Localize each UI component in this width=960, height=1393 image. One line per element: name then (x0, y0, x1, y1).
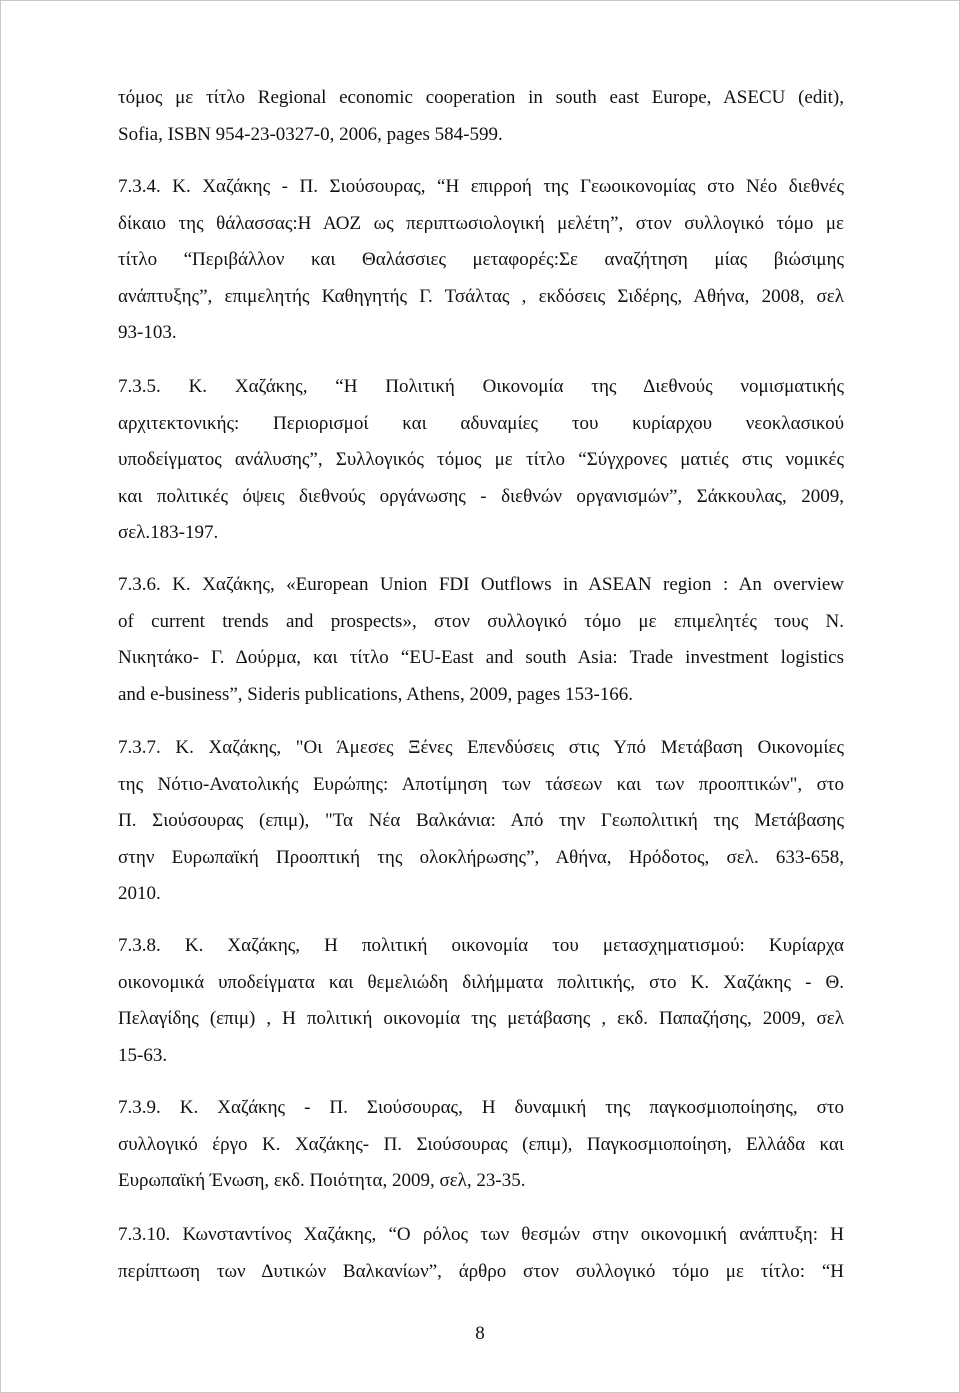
page-number: 8 (475, 1323, 485, 1344)
text-line: 7.3.5. Κ. Χαζάκης, “Η Πολιτική Οικονομία της Διεθνούς νομισματικής (118, 376, 844, 397)
text-line: Πελαγίδης (επιμ) , Η πολιτική οικονομία της μετάβασης , εκδ. Παπαζήσης, 2009, σελ (118, 1008, 844, 1029)
text-line: 93-103. (118, 322, 177, 343)
text-line: οικονομικά υποδείγματα και θεμελιώδη διλήμματα πολιτικής, στο Κ. Χαζάκης - Θ. (118, 971, 844, 993)
text-line: της Νότιο-Ανατολικής Ευρώπης: Αποτίμηση των τάσεων και των προοπτικών", στο (118, 773, 844, 795)
reference-entry-7-3-9 (118, 1090, 844, 1200)
text-line: δίκαιο της θάλασσας:Η ΑΟΖ ως περιπτωσιολογική μελέτη”, στον συλλογικό τόμο με (118, 212, 844, 234)
text-line: Sofia, ISBN 954-23-0327-0, 2006, pages 584-599. (118, 123, 503, 145)
text-line: 7.3.9. Κ. Χαζάκης - Π. Σιούσουρας, Η δυναμική της παγκοσμιοποίησης, στο (118, 1097, 844, 1118)
text-line: τόμος με τίτλο Regional economic cooperation in south east Europe, ASECU (edit), (118, 87, 844, 108)
text-line: Π. Σιούσουρας (επιμ), "Τα Νέα Βαλκάνια: Από την Γεωπολιτική της Μετάβασης (118, 810, 844, 831)
text-line: of current trends and prospects», στον συλλογικό τόμο με επιμελητές τους Ν. (118, 610, 844, 632)
text-line: τίτλο “Περιβάλλον και Θαλάσσιες μεταφορές:Σε αναζήτηση μίας βιώσιμης (118, 249, 844, 270)
text-line: περίπτωση των Δυτικών Βαλκανίων”, άρθρο στον συλλογικό τόμο με τίτλο: “Η (118, 1260, 844, 1282)
text-line: 7.3.4. Κ. Χαζάκης - Π. Σιούσουρας, “Η επιρροή της Γεωοικονομίας στο Νέο διεθνές (118, 176, 844, 197)
text-line: 2010. (118, 883, 161, 904)
text-line: 7.3.7. Κ. Χαζάκης, "Οι Άμεσες Ξένες Επενδύσεις στις Υπό Μετάβαση Οικονομίες (118, 737, 844, 758)
text-line: συλλογικό έργο Κ. Χαζάκης- Π. Σιούσουρας (επιμ), Παγκοσμιοποίηση, Ελλάδα και (118, 1133, 844, 1155)
text-line: ανάπτυξης”, επιμελητής Καθηγητής Γ. Τσάλτας , εκδόσεις Σιδέρης, Αθήνα, 2008, σελ (118, 285, 844, 307)
reference-entry-7-3-10 (118, 1217, 844, 1290)
reference-entry-7-3-6 (118, 567, 844, 713)
text-line: Νικητάκο- Γ. Δούρμα, και τίτλο “EU-East and south Asia: Trade investment logistics (118, 647, 844, 668)
reference-entry-continuation (118, 80, 844, 153)
reference-entry-7-3-5 (118, 369, 844, 552)
text-line: 7.3.8. Κ. Χαζάκης, Η πολιτική οικονομία του μετασχηματισμού: Κυρίαρχα (118, 935, 844, 956)
text-line: σελ.183-197. (118, 522, 219, 543)
reference-entry-7-3-4 (118, 169, 844, 352)
reference-entry-7-3-8 (118, 928, 844, 1074)
text-line: αρχιτεκτονικής: Περιορισμοί και αδυναμίες του κυρίαρχου νεοκλασικού (118, 412, 844, 434)
text-line: 7.3.6. Κ. Χαζάκης, «European Union FDI Outflows in ASEAN region : An overview (118, 574, 844, 595)
text-line: υποδείγματος ανάλυσης”, Συλλογικός τόμος με τίτλο “Σύγχρονες ματιές στις νομικές (118, 449, 844, 470)
text-line: Ευρωπαϊκή Ένωση, εκδ. Ποιότητα, 2009, σελ, 23-35. (118, 1170, 526, 1191)
text-line: and e-business”, Sideris publications, Athens, 2009, pages 153-166. (118, 683, 634, 705)
text-line: στην Ευρωπαϊκή Προοπτική της ολοκλήρωσης”, Αθήνα, Ηρόδοτος, σελ. 633-658, (118, 846, 844, 868)
text-line: 15-63. (118, 1044, 168, 1066)
reference-entry-7-3-7 (118, 730, 844, 913)
text-line: 7.3.10. Κωνσταντίνος Χαζάκης, “Ο ρόλος των θεσμών στην οικονομική ανάπτυξη: Η (118, 1224, 844, 1245)
text-line: και πολιτικές όψεις διεθνούς οργάνωσης - διεθνών οργανισμών”, Σάκκουλας, 2009, (118, 485, 844, 507)
